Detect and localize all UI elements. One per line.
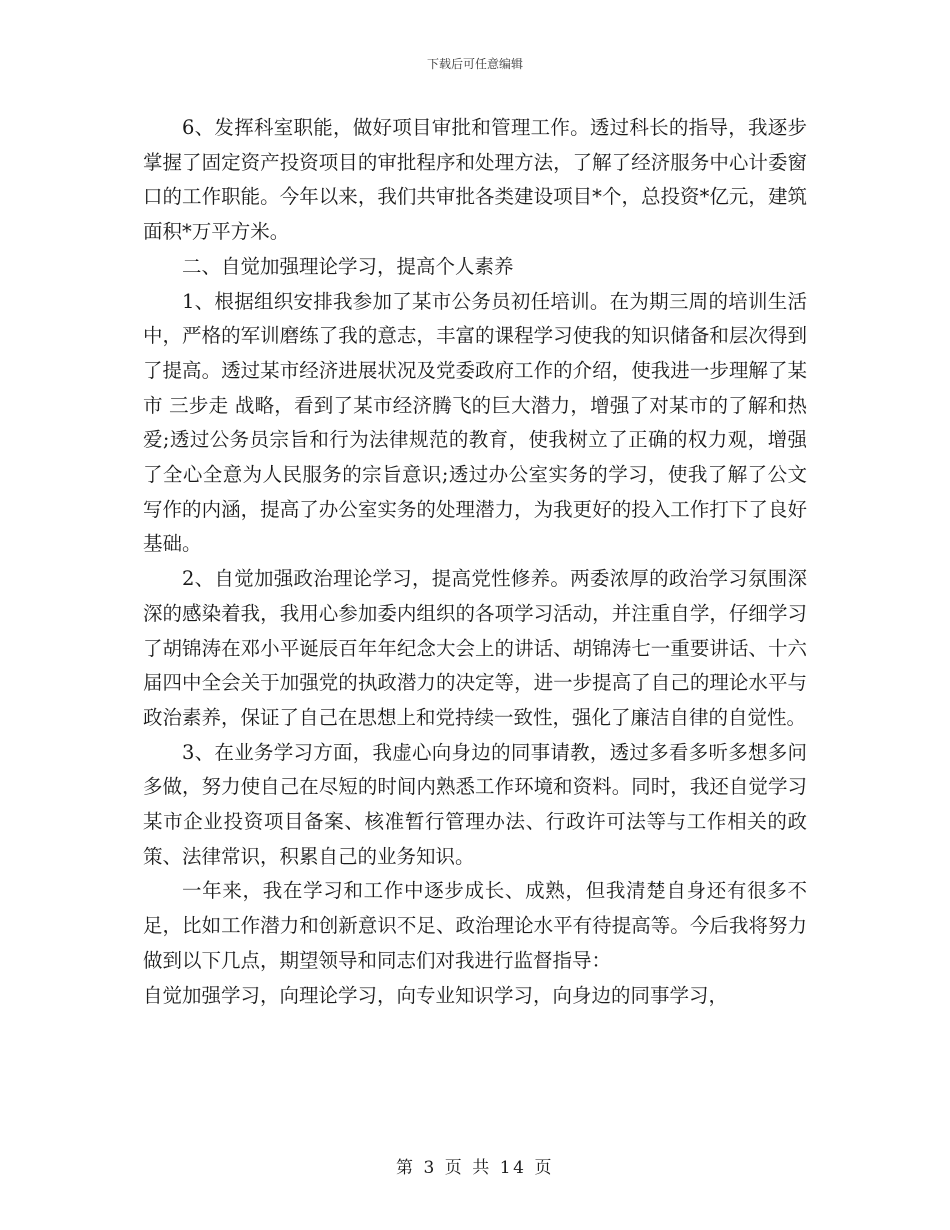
document-body xyxy=(143,111,807,1013)
paragraph-business-study: 3、在业务学习方面，我虚心向身边的同事请教，透过多看多听多想多问多做，努力使自己在尽短的时间内熟悉工作环境和资料。同时，我还自觉学习某市企业投资项目备案、核准暂行管理办法、行政许可法等与工作相关的政策、法律常识，积累自己的业务知识。 xyxy=(143,740,807,868)
paragraph-continuation: 自觉加强学习，向理论学习，向专业知识学习，向身边的同事学习， xyxy=(143,983,729,1007)
paragraph-item-6: 6、发挥科室职能，做好项目审批和管理工作。透过科长的指导，我逐步掌握了固定资产投资项目的审批程序和处理方法，了解了经济服务中心计委窗口的工作职能。今年以来，我们共审批各类建设项目*个，总投资*亿元，建筑面积*万平方米。 xyxy=(143,116,807,244)
paragraph-summary: 一年来，我在学习和工作中逐步成长、成熟，但我清楚自身还有很多不足，比如工作潜力和创新意识不足、政治理论水平有待提高等。今后我将努力做到以下几点，期望领导和同志们对我进行监督指导： xyxy=(143,879,807,972)
paragraph-training: 1、根据组织安排我参加了某市公务员初任培训。在为期三周的培训生活中，严格的军训磨练了我的意志，丰富的课程学习使我的知识储备和层次得到了提高。透过某市经济进展状况及党委政府工作的介绍，使我进一步理解了某市 三步走 战略，看到了某市经济腾飞的巨大潜力，增强了对某市的了解和热爱;透过公务员宗旨和行为法律规范的教育，使我树立了正确的权力观，增强了全心全意为人民服务的宗旨意识;透过办公室实务的学习，使我了解了公文写作的内涵，提高了办公室实务的处理潜力，为我更好的投入工作打下了良好基础。 xyxy=(143,289,807,556)
section-heading-2: 二、自觉加强理论学习，提高个人素养 xyxy=(182,254,514,278)
header-note: 下载后可任意编辑 xyxy=(426,57,523,71)
page-number: 第 3 页 共 14 页 xyxy=(395,1158,555,1178)
paragraph-political-study: 2、自觉加强政治理论学习，提高党性修养。两委浓厚的政治学习氛围深深的感染着我，我用心参加委内组织的各项学习活动，并注重自学，仔细学习了胡锦涛在邓小平诞辰百年年纪念大会上的讲话、胡锦涛七一重要讲话、十六届四中全会关于加强党的执政潜力的决定等，进一步提高了自己的理论水平与政治素养，保证了自己在思想上和党持续一致性，强化了廉洁自律的自觉性。 xyxy=(143,567,807,729)
